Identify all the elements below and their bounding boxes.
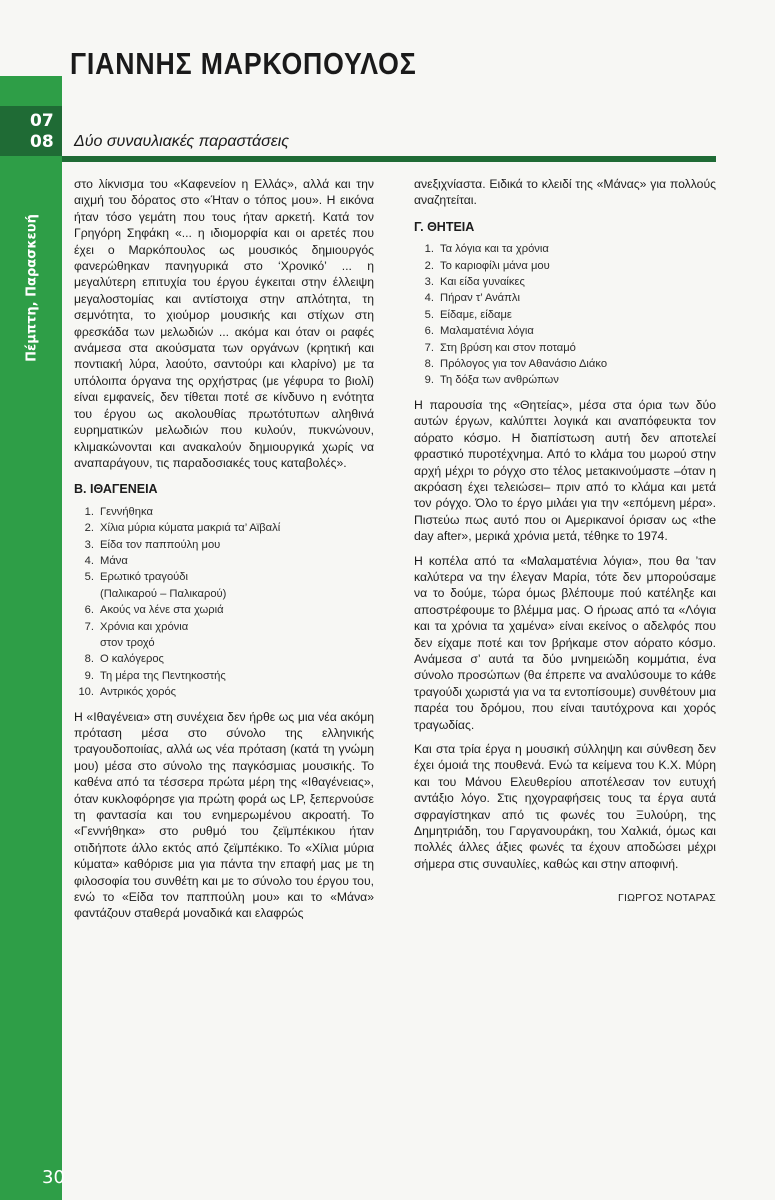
date-number-bottom: 08 <box>30 132 54 152</box>
left-column <box>74 176 374 930</box>
track-title: Γεννήθηκα <box>100 505 153 518</box>
track-number: 8. <box>84 653 94 666</box>
track-item <box>74 569 374 585</box>
track-item-continuation <box>74 635 374 651</box>
track-number: 5. <box>424 308 434 321</box>
track-number: 3. <box>84 538 94 551</box>
header-rule <box>62 156 716 162</box>
track-item <box>414 274 716 290</box>
track-item <box>74 504 374 520</box>
track-number: 6. <box>84 604 94 617</box>
track-title: Ερωτικό τραγούδι <box>100 571 188 584</box>
track-title: Είδα τον παππούλη μου <box>100 538 221 551</box>
track-number: 7. <box>424 341 434 354</box>
section-c-paragraph-2: Η κοπέλα από τα «Μαλαματένια λόγια», που θα ’ταν καλύτερα να την έλεγαν Μαρία, τότε δεν μπορούσαμε να το δούμε, τώρα όμως βλέπουμε πού κατέληξε και αποστρέφουμε το βλέμμα μας. Ο ήρωας από τα «Λόγια και τα χρόνια τα χαμένα» είναι εκείνος ο αδελφός που δεν είχαμε ποτέ και τον βρήκαμε στον αόρατο κόσμο. Ανάμεσα σ’ αυτά τα δύο μνημειώδη κομμάτια, ένα σύνολο προσώπων (θα έπρεπε να αναλύσουμε το κάθε τραγούδι χωριστά για να τα εντοπίσουμε) συνθέτουν μια παρέα του δρόμου, που είναι ταυτόχρονα και χορός τραγωδίας. <box>414 553 716 732</box>
track-title: Ο καλόγερος <box>100 653 164 666</box>
track-title: Και είδα γυναίκες <box>440 276 525 289</box>
track-title: Είδαμε, είδαμε <box>440 308 512 321</box>
track-item <box>414 356 716 372</box>
track-title: Μάνα <box>100 554 128 567</box>
section-c-tracklist <box>414 241 716 389</box>
track-title: Μαλαματένια λόγια <box>440 325 534 338</box>
track-title: Ακούς να λένε στα χωριά <box>100 604 224 617</box>
section-b-paragraph: Η «Ιθαγένεια» στη συνέχεια δεν ήρθε ως μια νέα ακόμη πρόταση μέσα στο σύνολο της ελληνικής τραγουδοποιίας, αλλά ως νέα πρόταση (κατά τη γνώμη μου) μέσα στο σύνολο της παγκόσμιας μουσικής. Το καθένα από τα τέσσερα πρώτα μέρη της «Ιθαγένειας», όταν κυκλοφόρησε για πρώτη φορά ως LP, ξεπερνούσε τη φαντασία και του ενημερωμένου ακροατή. Το «Γεννήθηκα» στο ρυθμό του ζεϊμπέκικου ήταν οτιδήποτε άλλο εκτός από ζεϊμπέκικο. Το «Χίλια μύρια κύματα» καθόρισε μια για πάντα την επαφή μας με τη φιλοσοφία του συνθέτη και με το σύνολο του έργου του, ενώ το «Είδα τον παππούλη μου» και το «Μάνα» φαντάζουν σταθερά μοναδικά και ελαφρώς <box>74 709 374 921</box>
section-b-heading: Β. ΙΘΑΓΕΝΕΙΑ <box>74 482 158 497</box>
page-number: 30 <box>42 1167 65 1188</box>
date-number-top: 07 <box>30 111 54 131</box>
track-number: 9. <box>84 669 94 682</box>
track-number: 1. <box>84 505 94 518</box>
track-item <box>74 668 374 684</box>
track-item <box>74 602 374 618</box>
track-title: Χίλια μύρια κύματα μακριά τα’ Αϊβαλί <box>100 522 281 535</box>
track-item <box>414 307 716 323</box>
track-item <box>414 290 716 306</box>
track-item <box>414 372 716 388</box>
page-subtitle: Δύο συναυλιακές παραστάσεις <box>74 133 290 150</box>
track-number: 3. <box>424 276 434 289</box>
track-item <box>74 537 374 553</box>
sidebar-day-text: Πέμπτη, Παρασκευή <box>24 214 40 362</box>
right-column <box>414 176 716 907</box>
track-title: Αντρικός χορός <box>100 686 177 699</box>
track-number: 2. <box>84 522 94 535</box>
track-item <box>74 684 374 700</box>
track-title: Τη μέρα της Πεντηκοστής <box>100 669 226 682</box>
track-number: 5. <box>84 571 94 584</box>
track-item <box>414 340 716 356</box>
track-title: Πρόλογος για τον Αθανάσιο Διάκο <box>440 358 608 371</box>
track-number: 9. <box>424 374 434 387</box>
section-c-paragraph-1: Η παρουσία της «Θητείας», μέσα στα όρια των δύο αυτών έργων, καλύπτει λογικά και αναπόφευκτα τον αόρατο κόσμο. Η διαπίστωση αυτή δεν αποτελεί φραστικό πυροτέχνημα. Από το κλάμα του μωρού στην αρχή μέχρι το ρόγχο στο τέλος μετακινούμαστε –όταν η ακρόαση έχει τελειώσει– πριν από το κλάμα και μετά τον ρόγχο. Όλο το έργο μιλάει για την «επόμενη μέρα». Πιστεύω πως αυτό που οι Αμερικανοί όρισαν ως «the day after», μερικά χρόνια μετά, τέθηκε το 1974. <box>414 397 716 544</box>
section-b-tracklist <box>74 504 374 701</box>
track-number: 8. <box>424 358 434 371</box>
author-signature: ΓΙΩΡΓΟΣ ΝΟΤΑΡΑΣ <box>617 892 716 905</box>
track-item <box>74 619 374 635</box>
track-number: 10. <box>78 686 94 699</box>
track-number: 4. <box>84 554 94 567</box>
track-number: 7. <box>84 620 94 633</box>
section-c-paragraph-3: Και στα τρία έργα η μουσική σύλληψη και σύνθεση δεν έχει όμοιά της πουθενά. Ενώ τα κείμενα του Κ.Χ. Μύρη και του Μάνου Ελευθερίου αποτέλεσαν τον ευτυχή αντάξιο λόγο. Στις ηχογραφήσεις τους τα έργα αυτά σφραγίστηκαν από τις φωνές του Ξυλούρη, της Δημητριάδη, του Γαργανουράκη, του Χαλκιά, όμως και πολλές άλλες άξιες φωνές τα έχουν αποδώσει μέχρι σήμερα στις συναυλίες, καθώς και στην αποφινή. <box>414 742 716 871</box>
track-number: 1. <box>424 243 434 256</box>
track-item <box>74 553 374 569</box>
section-c-heading: Γ. ΘΗΤΕΙΑ <box>414 219 475 234</box>
page-title: ΓΙΑΝΝΗΣ ΜΑΡΚΟΠΟΥΛΟΣ <box>70 46 417 81</box>
track-item-continuation <box>74 586 374 602</box>
track-title: στον τροχό <box>100 636 155 649</box>
intro-paragraph: στο λίκνισμα του «Καφενείον η Ελλάς», αλλά και την αιχμή του δόρατος στο «Ήταν ο τόπος μου». Η εικόνα ήταν τόσο γεμάτη που τους ήταν αρκετή. Κατά τον Γρηγόρη Σηφάκη «... η ιδιομορφία και οι αρετές που έχει ο Μαρκόπουλος ως μουσικός δημιουργός φανερώθηκαν πανηγυρικά στο ‘Χρονικό’ ... η μεγαλύτερη επιτυχία του έργου έγκειται στην έλλειψη μεγαλοστομίας και αντίστοιχα στην απλότητα, τη σεμνότητα, το χιούμορ μουσικής και στίχων στη φρεσκάδα των μελωδιών ... ακόμα και όταν οι ραφές ανάμεσα στα ακούσματα των οργάνων (κρητική και ποντιακή λύρα, λαούτο, σαντούρι και κλαρίνο) με τα υπόλοιπα όργανα της ορχήστρας (με γέφυρα το βιολί) είναι εμφανείς, δεν τίθεται ποτέ σε κίνδυνο η ενότητα του έργου ως ακολουθίας πρωτότυπων αληθινά ευρηματικών μελωδιών που κυλούν, πυκνώνουν, κλιμακώνονται και ανακαλούν δημιουργικά χωρίς να αναπαράγουν, τις παραδοσιακές τους καταβολές». <box>74 177 374 470</box>
track-title: (Παλικαρού – Παλικαρού) <box>100 587 227 600</box>
track-item <box>414 323 716 339</box>
track-title: Στη βρύση και στον ποταμό <box>440 341 576 354</box>
track-number: 2. <box>424 259 434 272</box>
track-item <box>74 651 374 667</box>
continuation-paragraph: ανεξιχνίαστα. Ειδικά το κλειδί της «Μάνας» για πολλούς αναζητείται. <box>414 177 716 208</box>
track-title: Το καριοφίλι μάνα μου <box>440 259 550 272</box>
track-item <box>74 520 374 536</box>
track-title: Χρόνια και χρόνια <box>100 620 189 633</box>
track-item <box>414 258 716 274</box>
track-title: Τα λόγια και τα χρόνια <box>440 243 549 256</box>
track-title: Τη δόξα των ανθρώπων <box>440 374 559 387</box>
track-number: 4. <box>424 292 434 305</box>
track-title: Πήραν τ’ Ανάπλι <box>440 292 520 305</box>
track-number: 6. <box>424 325 434 338</box>
track-item <box>414 241 716 257</box>
